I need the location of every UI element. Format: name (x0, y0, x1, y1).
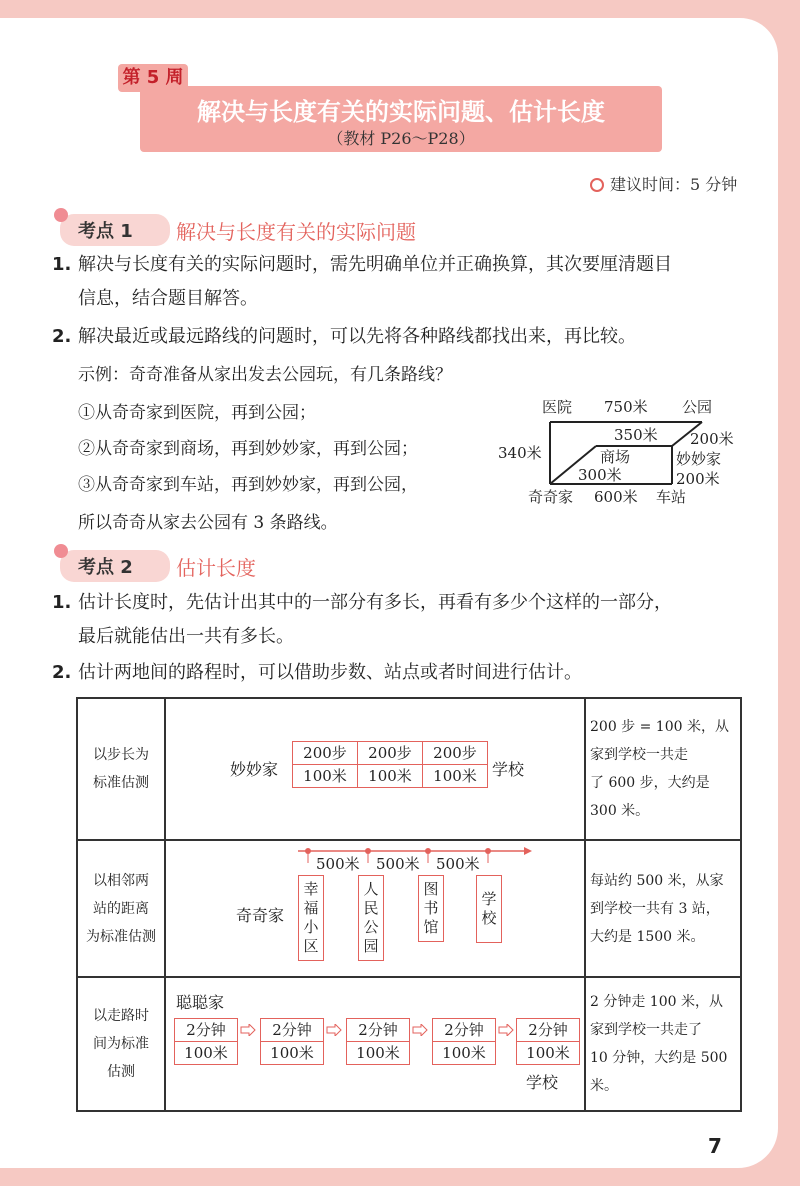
time-meters: 100米 (356, 1044, 400, 1062)
step-box (292, 741, 358, 788)
method-line: 为标准估测 (86, 928, 156, 945)
map-park: 公园 (682, 398, 713, 416)
kp1-p1-line2: 信息，结合题目解答。 (78, 288, 258, 309)
table-row (77, 840, 741, 977)
route-map (496, 394, 744, 510)
map-station: 车站 (656, 488, 687, 506)
start-place: 聪聪家 (176, 993, 225, 1012)
method-line: 以走路时 (93, 1008, 149, 1024)
method-line: 间为标准 (93, 1036, 149, 1052)
flower-icon (54, 208, 68, 222)
kp2-p1-line1: 估计长度时，先估计出其中的一部分有多长，再看有多少个这样的一部分， (78, 592, 672, 613)
route-2: ②从奇奇家到商场，再到妙妙家，再到公园； (78, 439, 418, 459)
station-distance: 500米 (316, 855, 360, 873)
note-line: 10 分钟，大约是 500 (590, 1050, 728, 1066)
note-line: 家到学校一共走了 (590, 1022, 702, 1038)
map-distance: 750米 (604, 398, 648, 416)
time-value: 2分钟 (175, 1019, 237, 1042)
time-box (174, 1018, 238, 1065)
kp2-title: 估计长度 (176, 556, 256, 580)
point-number: 1. (52, 592, 72, 613)
map-distance: 300米 (578, 466, 622, 484)
note-line: 300 米。 (590, 803, 650, 819)
conclusion: 所以奇奇从家去公园有 3 条路线。 (78, 513, 338, 533)
note-line: 200 步 = 100 米，从 (590, 719, 729, 735)
diagram-cell (165, 840, 585, 977)
kp2-badge (60, 550, 170, 582)
suggested-time (590, 172, 737, 195)
step-meters: 100米 (433, 767, 477, 785)
map-distance: 340米 (498, 444, 542, 462)
map-miaomiao-home: 妙妙家 (676, 450, 722, 468)
end-place: 学校 (526, 1073, 559, 1092)
note-line: 米。 (590, 1078, 618, 1094)
map-hospital: 医院 (542, 398, 573, 416)
estimation-table (76, 697, 742, 1112)
note-line: 到学校一共有 3 站， (590, 900, 720, 917)
point-number: 2. (52, 326, 72, 347)
arrow-icon (240, 1024, 256, 1036)
route-1: ①从奇奇家到医院，再到公园； (78, 403, 316, 423)
method-line: 估测 (107, 1064, 135, 1080)
time-meters: 100米 (184, 1044, 228, 1062)
note-line: 家到学校一共走 (590, 747, 688, 763)
note-cell (585, 698, 741, 840)
method-cell (77, 977, 165, 1111)
station-sign: 幸福小区 (298, 875, 324, 961)
time-value: 2分钟 (517, 1019, 579, 1042)
clock-icon (590, 178, 604, 192)
kp1-p1-line1: 解决与长度有关的实际问题时，需先明确单位并正确换算，其次要厘清题目 (78, 254, 672, 275)
step-box (357, 741, 423, 788)
arrow-icon (412, 1024, 428, 1036)
title-banner (140, 86, 662, 152)
kp1-badge (60, 214, 170, 246)
time-value: 2分钟 (433, 1019, 495, 1042)
page-number: 7 (708, 1134, 722, 1158)
time-diagram (166, 978, 584, 1110)
point-number: 1. (52, 254, 72, 275)
time-meters: 100米 (270, 1044, 314, 1062)
arrow-icon (326, 1024, 342, 1036)
time-box (346, 1018, 410, 1065)
map-qiqi-home: 奇奇家 (528, 488, 574, 506)
time-box (516, 1018, 580, 1065)
flower-icon (54, 544, 68, 558)
map-distance: 600米 (594, 488, 638, 506)
kp2-p1-line2: 最后就能估出一共有多长。 (78, 626, 294, 647)
step-meters: 100米 (368, 767, 412, 785)
note-line: 2 分钟走 100 米，从 (590, 994, 723, 1010)
station-sign: 学校 (476, 875, 502, 943)
table-row (77, 698, 741, 840)
time-value: 2分钟 (261, 1019, 323, 1042)
start-place: 妙妙家 (230, 760, 279, 779)
station-sign: 人民公园 (358, 875, 384, 961)
end-place: 学校 (492, 760, 525, 779)
station-distance: 500米 (436, 855, 480, 873)
kp2-point1 (52, 586, 752, 654)
week-tag: 第 5 周 (118, 64, 188, 92)
map-distance: 200米 (676, 470, 720, 488)
station-sign: 图书馆 (418, 875, 444, 942)
note-cell (585, 977, 741, 1111)
method-line: 站的距离 (93, 900, 149, 917)
method-line: 以步长为 (93, 747, 149, 763)
kp2-p2-line1: 估计两地间的路程时，可以借助步数、站点或者时间进行估计。 (78, 662, 582, 683)
map-mall: 商场 (600, 448, 631, 466)
kp1-title: 解决与长度有关的实际问题 (176, 220, 416, 244)
method-line: 标准估测 (93, 775, 149, 791)
method-cell (77, 840, 165, 977)
note-cell (585, 840, 741, 977)
kp2-label: 考点 2 (78, 557, 133, 578)
route-3: ③从奇奇家到车站，再到妙妙家，再到公园， (78, 475, 418, 495)
textbook-pages: （教材 P26～P28） (327, 129, 475, 148)
station-distance: 500米 (376, 855, 420, 873)
steps-diagram (166, 699, 584, 839)
method-cell (77, 698, 165, 840)
note-line: 了 600 步，大约是 (590, 775, 710, 791)
stations-diagram (166, 841, 584, 976)
time-box (260, 1018, 324, 1065)
step-count: 200步 (423, 742, 487, 765)
kp1-p2-line1: 解决最近或最远路线的问题时，可以先将各种路线都找出来，再比较。 (78, 326, 636, 347)
point-number: 2. (52, 662, 72, 683)
step-meters: 100米 (303, 767, 347, 785)
time-meters: 100米 (526, 1044, 570, 1062)
step-count: 200步 (358, 742, 422, 765)
kp1-point1 (52, 248, 752, 316)
page-title: 解决与长度有关的实际问题、估计长度 (197, 98, 605, 126)
map-distance: 350米 (614, 426, 658, 444)
table-row (77, 977, 741, 1111)
note-line: 每站约 500 米，从家 (590, 872, 724, 889)
map-distance: 200米 (690, 430, 734, 448)
time-value: 2分钟 (347, 1019, 409, 1042)
kp1-point2 (52, 320, 752, 354)
arrow-icon (498, 1024, 514, 1036)
suggested-time-text: 建议时间：5 分钟 (610, 175, 738, 194)
time-box (432, 1018, 496, 1065)
step-box (422, 741, 488, 788)
diagram-cell (165, 977, 585, 1111)
method-line: 以相邻两 (93, 872, 149, 889)
diagram-cell (165, 698, 585, 840)
time-meters: 100米 (442, 1044, 486, 1062)
start-place: 奇奇家 (236, 906, 285, 925)
note-line: 大约是 1500 米。 (590, 928, 705, 945)
step-count: 200步 (293, 742, 357, 765)
kp1-label: 考点 1 (78, 221, 133, 242)
example-question: 示例：奇奇准备从家出发去公园玩，有几条路线？ (78, 365, 452, 385)
kp2-point2 (52, 656, 752, 690)
